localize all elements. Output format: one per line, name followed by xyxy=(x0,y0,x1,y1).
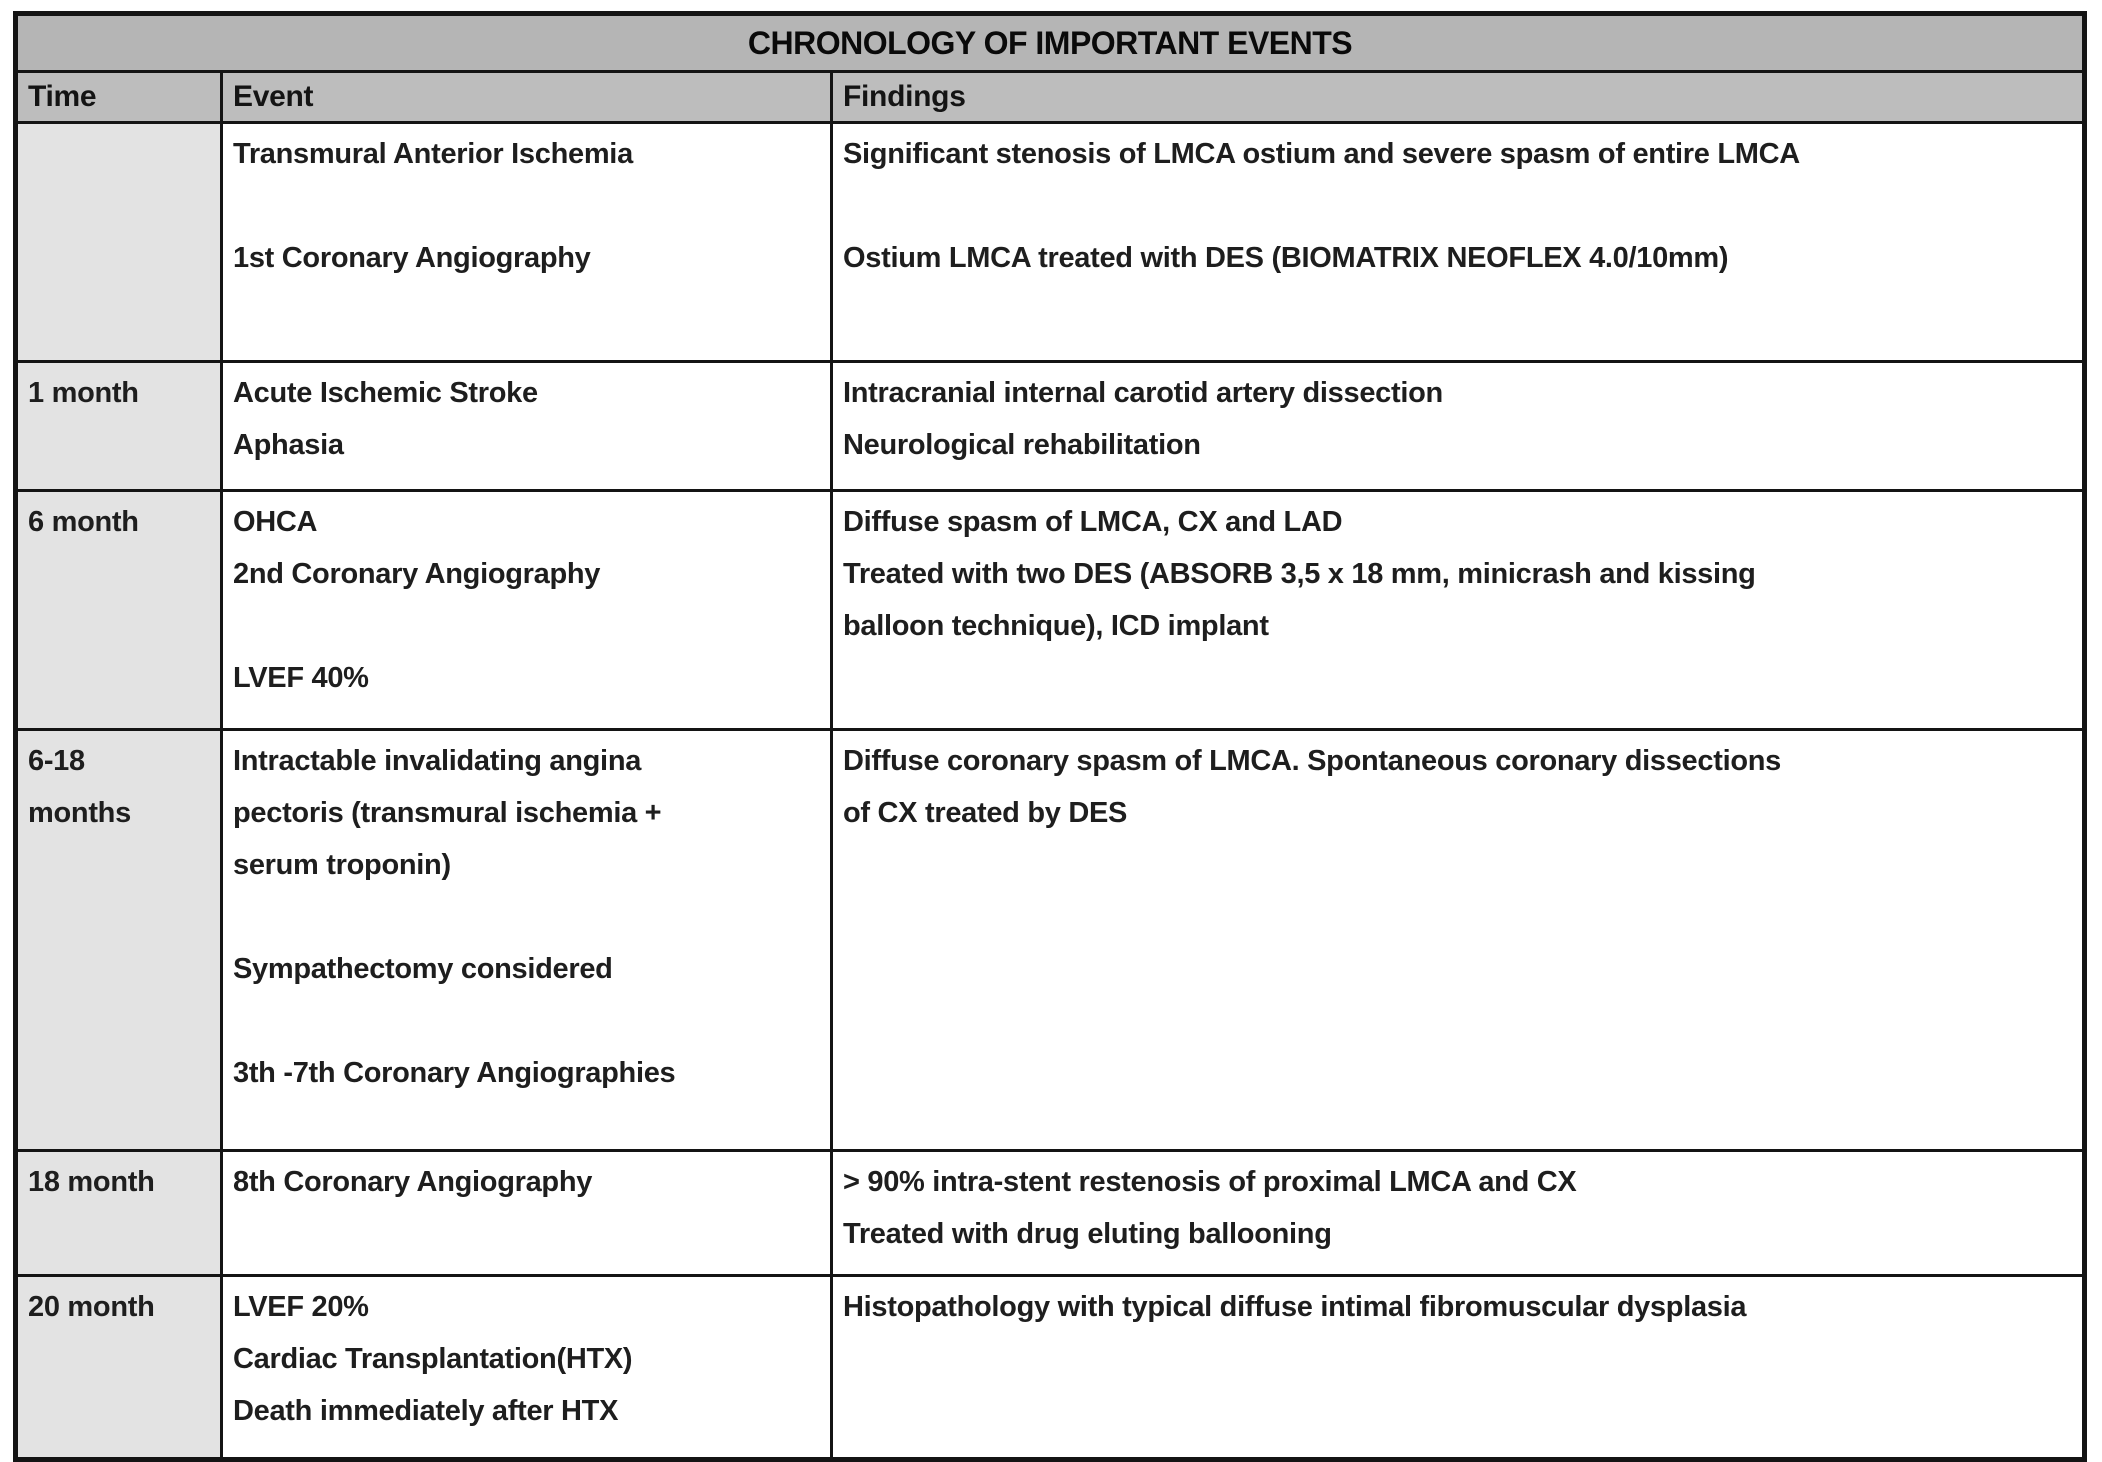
time-cell xyxy=(16,362,222,491)
cell-line: of CX treated by DES xyxy=(843,797,1128,829)
cell-line: LVEF 40% xyxy=(233,662,369,694)
cell-line: Aphasia xyxy=(233,429,344,461)
event-cell xyxy=(222,730,832,1151)
event-cell xyxy=(222,1276,832,1460)
event-cell xyxy=(222,491,832,730)
table-row xyxy=(16,730,2085,1151)
cell-line: 18 month xyxy=(28,1166,155,1198)
cell-line: Acute Ischemic Stroke xyxy=(233,377,538,409)
findings-cell xyxy=(832,123,2085,362)
cell-line: serum troponin) xyxy=(233,849,451,881)
table-row xyxy=(16,362,2085,491)
cell-line: Transmural Anterior Ischemia xyxy=(233,138,633,170)
cell-line xyxy=(843,180,2070,232)
cell-line: Death immediately after HTX xyxy=(233,1395,619,1427)
cell-line: 20 month xyxy=(28,1291,155,1323)
chronology-table xyxy=(13,11,2087,1462)
cell-line: LVEF 20% xyxy=(233,1291,369,1323)
cell-line: Sympathectomy considered xyxy=(233,953,613,985)
cell-line: Intracranial internal carotid artery dissection xyxy=(843,377,1443,409)
table-row xyxy=(16,491,2085,730)
findings-cell xyxy=(832,1276,2085,1460)
cell-line xyxy=(28,128,208,180)
cell-line: OHCA xyxy=(233,506,318,538)
cell-line: pectoris (transmural ischemia + xyxy=(233,797,662,829)
cell-line xyxy=(233,180,818,232)
cell-line: Diffuse spasm of LMCA, CX and LAD xyxy=(843,506,1343,538)
cell-line xyxy=(233,891,818,943)
findings-cell xyxy=(832,730,2085,1151)
table-title: CHRONOLOGY OF IMPORTANT EVENTS xyxy=(16,14,2085,72)
cell-line: 8th Coronary Angiography xyxy=(233,1166,593,1198)
cell-line: Diffuse coronary spasm of LMCA. Spontaneous coronary dissections xyxy=(843,745,1781,777)
column-header-findings: Findings xyxy=(832,72,2085,123)
cell-line: Histopathology with typical diffuse intimal fibromuscular dysplasia xyxy=(843,1291,1747,1323)
time-cell xyxy=(16,123,222,362)
findings-cell xyxy=(832,362,2085,491)
cell-line: 6 month xyxy=(28,506,139,538)
cell-line: Treated with two DES (ABSORB 3,5 x 18 mm, minicrash and kissing xyxy=(843,558,1756,590)
cell-line: > 90% intra-stent restenosis of proximal LMCA and CX xyxy=(843,1166,1577,1198)
cell-line: Cardiac Transplantation(HTX) xyxy=(233,1343,633,1375)
cell-line: 6-18 xyxy=(28,745,85,777)
cell-line: Intractable invalidating angina xyxy=(233,745,642,777)
cell-line: Neurological rehabilitation xyxy=(843,429,1201,461)
time-cell xyxy=(16,491,222,730)
table-row xyxy=(16,1276,2085,1460)
cell-line xyxy=(233,600,818,652)
cell-line: Treated with drug eluting ballooning xyxy=(843,1218,1332,1250)
column-header-time: Time xyxy=(16,72,222,123)
table-title-row xyxy=(16,14,2085,72)
findings-cell xyxy=(832,1151,2085,1276)
cell-line: balloon technique), ICD implant xyxy=(843,610,1269,642)
event-cell xyxy=(222,123,832,362)
findings-cell xyxy=(832,491,2085,730)
time-cell xyxy=(16,1276,222,1460)
cell-line: Ostium LMCA treated with DES (BIOMATRIX NEOFLEX 4.0/10mm) xyxy=(843,242,1729,274)
column-header-event: Event xyxy=(222,72,832,123)
table-header-row xyxy=(16,72,2085,123)
event-cell xyxy=(222,1151,832,1276)
cell-line: 1 month xyxy=(28,377,139,409)
cell-line: 1st Coronary Angiography xyxy=(233,242,591,274)
cell-line: Significant stenosis of LMCA ostium and severe spasm of entire LMCA xyxy=(843,138,1800,170)
cell-line: 3th -7th Coronary Angiographies xyxy=(233,1057,676,1089)
event-cell xyxy=(222,362,832,491)
time-cell xyxy=(16,1151,222,1276)
cell-line xyxy=(233,995,818,1047)
table-row xyxy=(16,1151,2085,1276)
time-cell xyxy=(16,730,222,1151)
table-row xyxy=(16,123,2085,362)
cell-line: 2nd Coronary Angiography xyxy=(233,558,601,590)
cell-line: months xyxy=(28,797,131,829)
